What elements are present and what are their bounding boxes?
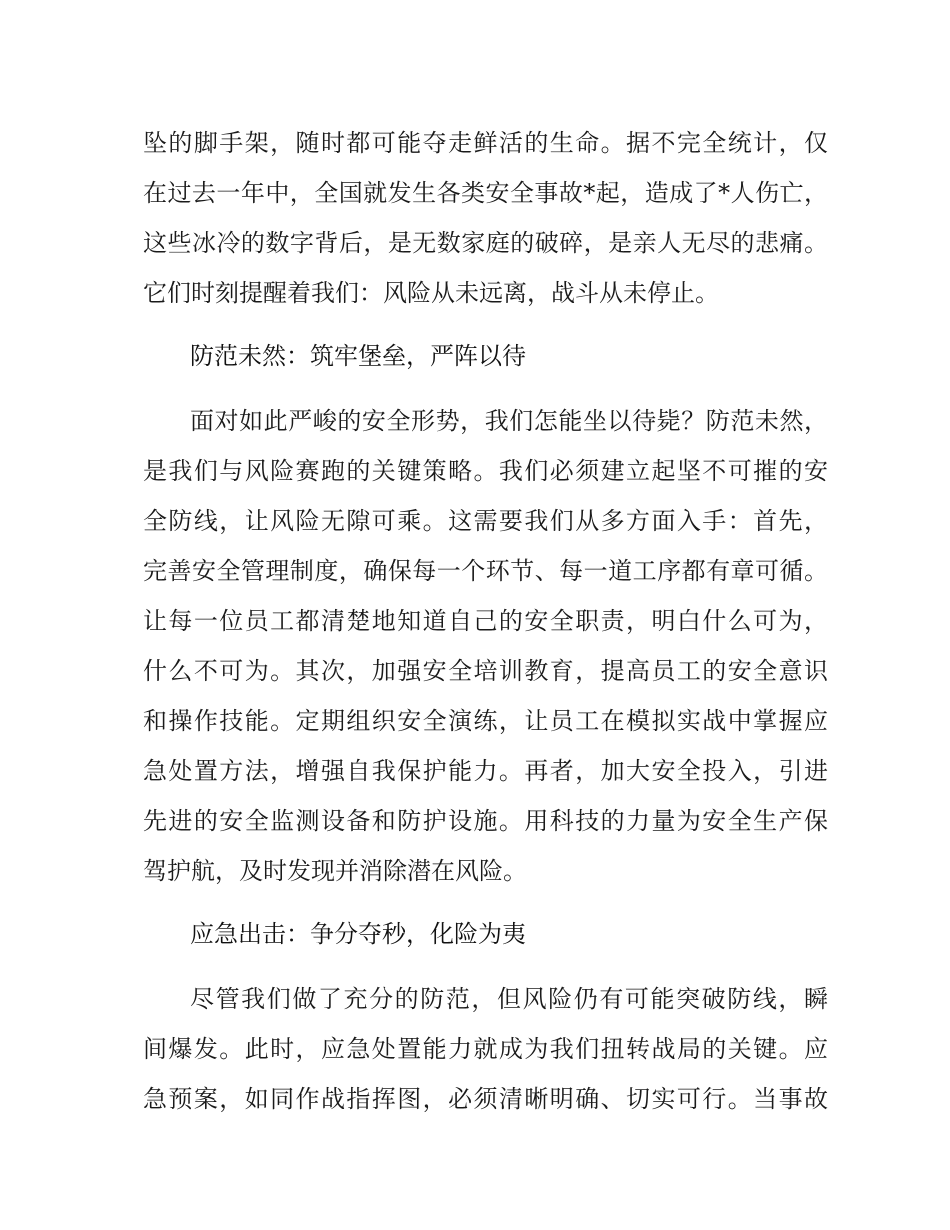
- paragraph-line: 驾护航，及时发现并消除潜在风险。: [143, 857, 527, 885]
- paragraph-line: 这些冰冷的数字背后，是无数家庭的破碎，是亲人无尽的悲痛。: [143, 229, 829, 257]
- paragraph-line: 急预案，如同作战指挥图，必须清晰明确、切实可行。当事故: [143, 1085, 830, 1113]
- paragraph-line: 间爆发。此时，应急处置能力就成为我们扭转战局的关键。应: [143, 1035, 830, 1063]
- paragraph-line: 让每一位员工都清楚地知道自己的安全职责，明白什么可为，: [143, 607, 830, 635]
- paragraph-line: 完善安全管理制度，确保每一个环节、每一道工序都有章可循。: [143, 557, 829, 585]
- paragraph-line: 坠的脚手架，随时都可能夺走鲜活的生命。据不完全统计，仅: [143, 129, 830, 157]
- paragraph-line: 什么不可为。其次，加强安全培训教育，提高员工的安全意识: [143, 657, 830, 685]
- paragraph-line: 先进的安全监测设备和防护设施。用科技的力量为安全生产保: [143, 807, 830, 835]
- section-heading-prevention: 防范未然：筑牢堡垒，严阵以待: [190, 342, 526, 370]
- paragraph-line: 全防线，让风险无隙可乘。这需要我们从多方面入手：首先，: [143, 507, 830, 535]
- paragraph-line: 面对如此严峻的安全形势，我们怎能坐以待毙？防范未然，: [190, 407, 829, 435]
- section-heading-emergency: 应急出击：争分夺秒，化险为夷: [190, 920, 526, 948]
- paragraph-line: 尽管我们做了充分的防范，但风险仍有可能突破防线，瞬: [190, 985, 830, 1013]
- paragraph-line: 和操作技能。定期组织安全演练，让员工在模拟实战中掌握应: [143, 707, 830, 735]
- paragraph-line: 急处置方法，增强自我保护能力。再者，加大安全投入，引进: [143, 757, 830, 785]
- paragraph-line: 是我们与风险赛跑的关键策略。我们必须建立起坚不可摧的安: [143, 457, 830, 485]
- paragraph-line: 在过去一年中，全国就发生各类安全事故*起，造成了*人伤亡，: [143, 179, 829, 207]
- paragraph-line: 它们时刻提醒着我们：风险从未远离，战斗从未停止。: [143, 279, 719, 307]
